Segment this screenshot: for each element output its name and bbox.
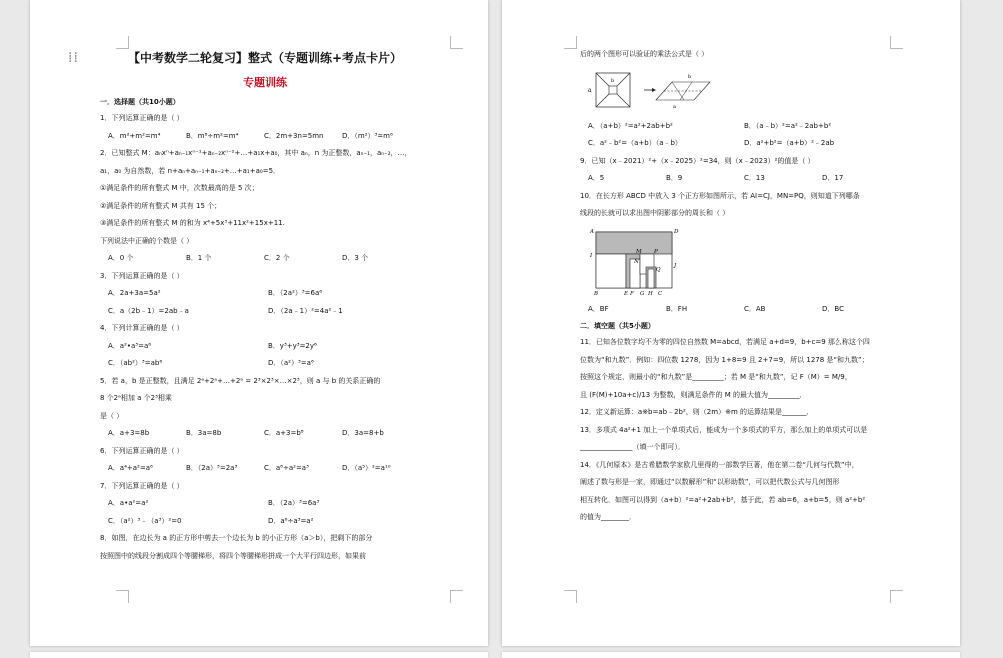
- question-list: [580, 122, 900, 219]
- question-text-line: 按照这个规定，则最小的“和九数”是_________；若 M 是“和九数”，记 F（M）= M/9，: [580, 373, 852, 381]
- fig-label: H: [648, 290, 653, 297]
- margin-corner-mark: [890, 36, 903, 49]
- question-text-line: 8 个2ᵃ相加 a 个2³相乘: [100, 394, 172, 402]
- document-page-left: [30, 0, 488, 646]
- answer-option: A．BF: [588, 304, 609, 313]
- answer-options-row: [100, 132, 430, 141]
- answer-options-row: [580, 139, 900, 148]
- drag-handle-icon[interactable]: ⁞⁞: [68, 50, 79, 66]
- answer-option: A．2a+3a=5a²: [108, 289, 161, 297]
- answer-option: D．（a²）³=a⁶: [268, 359, 314, 367]
- next-page-edge: [502, 652, 960, 658]
- question-text-line: a₁，a₀ 为自然数，若 n+aₙ+aₙ₋₁+aₙ₋₂+…+a₁+a₀=5．: [100, 166, 281, 175]
- answer-option: D．（m²）³=m⁶: [342, 131, 393, 140]
- question-text-line: 后的两个图形可以验证的乘法公式是（ ）: [580, 50, 709, 58]
- fig-label: b: [688, 73, 692, 80]
- fig-label: F: [630, 290, 634, 297]
- answer-options-row: [580, 305, 900, 314]
- fig-label: G: [640, 290, 645, 297]
- answer-option: C．13: [744, 174, 765, 182]
- fig-label: D: [674, 228, 679, 235]
- answer-options-row: [100, 464, 430, 473]
- question-text-line: 位数为“和九数”．例如：四位数 1278，因为 1+8=9 且 2+7=9，所以 1278 是“和九数”；: [580, 355, 869, 364]
- fig-label: Q: [656, 266, 661, 273]
- fig-label: b: [611, 77, 615, 84]
- fig-label: I: [590, 252, 593, 259]
- answer-option: B．FH: [666, 304, 688, 313]
- fig-label: P: [654, 248, 658, 255]
- question-text-line: ③满足条件的所有整式 M 的和为 x⁴+5x³+11x²+15x+11.: [100, 219, 285, 227]
- answer-option: B．1 个: [186, 254, 212, 262]
- answer-option: D．3 个: [342, 254, 369, 262]
- answer-options-row: [100, 307, 430, 316]
- question-text-line: 阐述了数与形是一家，即通过“以数解形”和“以形助数”，可以把代数公式与几何图形: [580, 478, 840, 486]
- document-page-right: [502, 0, 960, 646]
- answer-option: A．（a+b）²=a²+2ab+b²: [588, 121, 673, 130]
- answer-option: C．2m+3n=5mn: [264, 131, 324, 140]
- answer-option: B．9: [666, 174, 683, 182]
- answer-option: C．a（2b﹣1）=2ab﹣a: [108, 306, 189, 315]
- question-list: [580, 305, 900, 523]
- margin-corner-mark: [450, 590, 463, 603]
- question-text-line: 4．下列计算正确的是（ ）: [100, 324, 184, 332]
- answer-option: D．BC: [822, 304, 844, 313]
- next-page-edge: [30, 652, 488, 658]
- question-text-line: 5．若 a，b 是正整数，且满足 2ᵃ+2ᵃ+…+2ᵃ = 2³×2³×…×2³，则 a 与 b 的关系正确的: [100, 376, 381, 385]
- answer-option: A．a•a²=a²: [108, 499, 149, 507]
- margin-corner-mark: [450, 36, 463, 49]
- answer-option: D．（2a﹣1）²=4a²﹣1: [268, 306, 343, 315]
- figure-square-to-parallelogram: [588, 68, 718, 114]
- question-text-line: 14．《几何原本》是古希腊数学家欧几里得的一部数学巨著，他在第二卷“几何与代数”中，: [580, 460, 859, 469]
- answer-option: D．a²+b²=（a+b）²﹣2ab: [744, 139, 835, 147]
- question-text-line: 9．已知（x﹣2021）²+（x﹣2025）²=34，则（x﹣2023）²的值是（ ）: [580, 156, 815, 165]
- answer-option: A．a+3=8b: [108, 429, 150, 437]
- question-text-line: 的值为________．: [580, 513, 636, 521]
- question-text-line: 8．如图，在边长为 a 的正方形中剪去一个边长为 b 的小正方形（a＞b），把剩下的部分: [100, 534, 373, 542]
- figure-rectangle-squares: [588, 227, 688, 297]
- answer-option: C．a²﹣b²=（a+b）（a﹣b）: [588, 139, 682, 147]
- fig-label: A: [590, 228, 594, 235]
- answer-option: A．a²•a³=a⁶: [108, 341, 152, 350]
- margin-corner-mark: [890, 590, 903, 603]
- answer-options-row: [580, 174, 900, 183]
- fig-label: C: [658, 290, 663, 297]
- answer-option: C．2 个: [264, 254, 290, 262]
- margin-corner-mark: [116, 36, 129, 49]
- question-text-line: ②满足条件的所有整式 M 共有 15 个；: [100, 201, 222, 210]
- question-text-line: _______________（填一个即可）．: [580, 443, 685, 451]
- answer-options-row: [100, 289, 430, 298]
- answer-option: C．a⁶÷a²=a³: [264, 464, 309, 472]
- answer-option: D．a⁶÷a³=a²: [268, 516, 314, 525]
- left-page-content: [100, 50, 430, 569]
- fig-label: J: [674, 262, 677, 269]
- fig-label: E: [624, 290, 629, 297]
- answer-options-row: [580, 122, 900, 131]
- question-text-line: 1．下列运算正确的是（ ）: [100, 114, 184, 122]
- question-text-line: 6．下列运算正确的是（ ）: [100, 446, 184, 455]
- answer-option: A．0 个: [108, 254, 134, 262]
- margin-corner-mark: [564, 36, 577, 49]
- answer-option: B．（2a²）³=6a⁶: [268, 289, 323, 297]
- question-list: [100, 114, 430, 561]
- question-text-line: 12．定义新运算：a※b=ab﹣2b²，则（2m）※m 的运算结果是_______．: [580, 408, 814, 416]
- answer-option: A．m²+m²=m⁴: [108, 131, 161, 140]
- question-text-line: 线段的长就可以求出图中阴影部分的周长和（ ）: [580, 209, 730, 217]
- question-text-line: ①满足条件的所有整式 M 中，次数最高的是 5 次；: [100, 184, 259, 192]
- answer-option: B．（a﹣b）²=a²﹣2ab+b²: [744, 121, 832, 130]
- answer-options-row: [100, 517, 430, 526]
- answer-option: D．17: [822, 174, 844, 182]
- answer-options-row: [100, 429, 430, 438]
- question-text-line: 下列说法中正确的个数是（ ）: [100, 236, 194, 245]
- answer-option: C．（ab²）³=ab⁶: [108, 359, 163, 367]
- margin-corner-mark: [116, 590, 129, 603]
- question-text-line: 7．下列运算正确的是（ ）: [100, 481, 184, 490]
- answer-option: D．（a⁵）²=a¹⁰: [342, 464, 391, 472]
- answer-option: A．5: [588, 174, 605, 182]
- fig-label: a: [588, 86, 592, 94]
- question-text-line: 相互转化．如图可以得到（a+b）²=a²+2ab+b²，基于此，若 ab=6，a+b=5，则 a²+b²: [580, 495, 866, 504]
- question-text-line: 是（ ）: [100, 411, 124, 420]
- answer-option: B．y³+y³=2y⁶: [268, 341, 317, 350]
- question-list: [580, 50, 900, 59]
- answer-options-row: [100, 499, 430, 508]
- question-text-line: 10．在长方形 ABCD 中放入 3 个正方形如图所示，若 AI=CJ，MN=PQ，则知道下列哪条: [580, 191, 860, 200]
- question-text-line: 按照图中的线段分割成四个等腰梯形，将四个等腰梯形拼成一个大平行四边形，如果前: [100, 551, 366, 560]
- margin-corner-mark: [564, 590, 577, 603]
- document-subtitle: 专题训练: [243, 76, 287, 89]
- answer-option: D．3a=8+b: [342, 429, 384, 437]
- answer-option: B．（2a）³=2a³: [186, 464, 238, 472]
- fig-label: B: [594, 290, 599, 297]
- answer-option: B．3a=8b: [186, 429, 222, 437]
- question-text-line: 且 (F(M)+10a+c)/13 为整数，则满足条件的 M 的最大值为_________．: [580, 390, 807, 399]
- question-text-line: 3．下列运算正确的是（ ）: [100, 271, 184, 280]
- right-page-content: [580, 50, 900, 531]
- document-title: 【中考数学二轮复习】整式（专题训练+考点卡片）: [127, 51, 403, 65]
- answer-options-row: [100, 342, 430, 351]
- fig-label: a: [673, 103, 676, 110]
- fig-label: N: [634, 258, 639, 265]
- question-text-line: 11．已知各位数字均不为零的四位自然数 M=abcd，若满足 a+d=9，b+c=9 那么称这个四: [580, 338, 870, 346]
- question-text-line: 2．已知整式 M：aₙxⁿ+aₙ₋₁xⁿ⁻¹+aₙ₋₂xⁿ⁻²+…+a₁x+a₀，其中 aₙ，n 为正整数，aₙ₋₁，aₙ₋₂，…，: [100, 149, 412, 157]
- answer-option: A．a⁴+a²=a⁶: [108, 464, 153, 472]
- answer-options-row: [100, 254, 430, 263]
- section-heading: 一．选择题（共10小题）: [100, 98, 180, 106]
- answer-option: C．a+3=b⁸: [264, 429, 304, 437]
- answer-option: B．m⁸÷m²=m⁴: [186, 131, 239, 140]
- answer-option: C．（a²）³﹣（a³）²=0: [108, 516, 182, 525]
- answer-option: B．（2a）³=6a³: [268, 499, 320, 507]
- answer-options-row: [100, 359, 430, 368]
- section-heading: 二．填空题（共5小题）: [580, 322, 655, 330]
- answer-option: C．AB: [744, 304, 766, 313]
- fig-label: M: [636, 248, 642, 255]
- question-text-line: 13．多项式 4a²+1 加上一个单项式后，能成为一个多项式的平方，那么加上的单项式可以是: [580, 425, 868, 434]
